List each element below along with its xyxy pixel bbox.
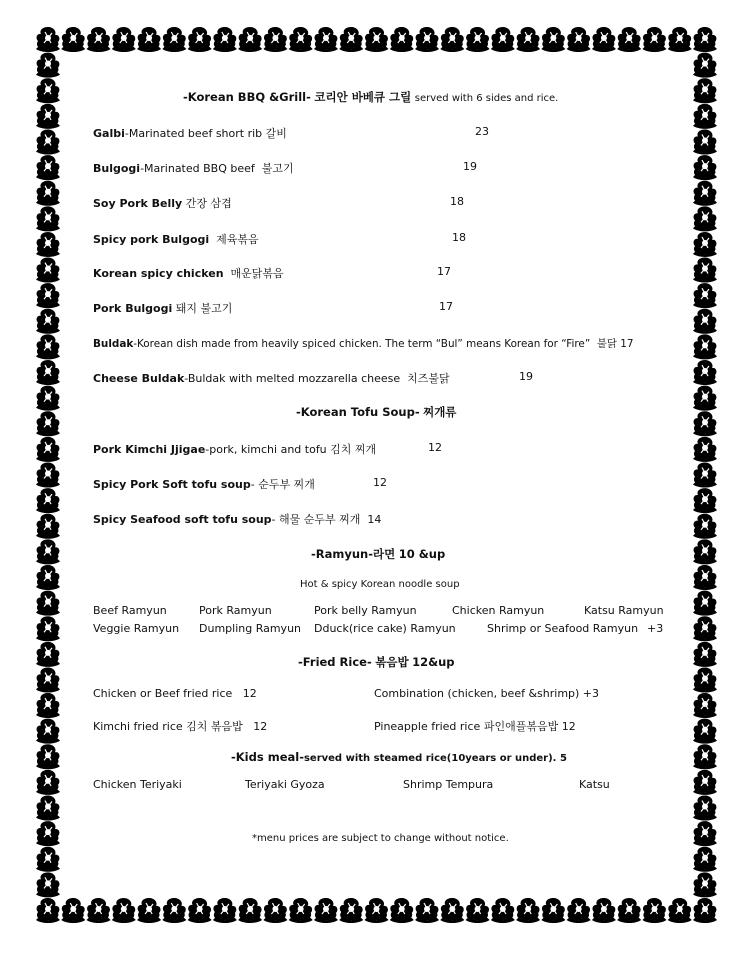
bbq-section-title bbox=[183, 89, 558, 105]
bbq-title-en: -Korean BBQ &Grill- bbox=[183, 90, 311, 104]
item-name: Soy Pork Belly bbox=[93, 197, 183, 210]
kids-section-title bbox=[231, 750, 567, 764]
item-price: 12 bbox=[253, 720, 268, 733]
item-desc: -Marinated beef short rib bbox=[124, 127, 263, 140]
fried-rice-price: 12&up bbox=[412, 655, 455, 669]
menu-item-soy-pork-belly bbox=[93, 195, 232, 211]
tofu-title-en: -Korean Tofu Soup- bbox=[296, 405, 420, 419]
ramyun-title-kr: 라면 bbox=[373, 547, 396, 561]
item-name: Bulgogi bbox=[93, 162, 141, 175]
menu-item-cheese-buldak bbox=[93, 370, 450, 386]
item-price: 18 bbox=[450, 195, 464, 208]
item-desc: - bbox=[271, 513, 276, 526]
ramyun-item: Chicken Ramyun bbox=[452, 604, 545, 617]
item-korean: 김치 찌개 bbox=[330, 443, 377, 456]
ramyun-title-en: -Ramyun- bbox=[311, 547, 374, 561]
item-desc: -pork, kimchi and tofu bbox=[205, 443, 327, 456]
item-price: 12 bbox=[373, 476, 387, 489]
item-korean: 해물 순두부 찌개 bbox=[279, 513, 361, 526]
fried-rice-item: Combination (chicken, beef &shrimp) +3 bbox=[374, 687, 600, 700]
menu-item-spicy-pork-tofu bbox=[93, 476, 315, 492]
kids-item: Shrimp Tempura bbox=[403, 778, 494, 791]
item-korean: 불닭 bbox=[596, 338, 617, 350]
item-korean: 매운닭볶음 bbox=[230, 267, 284, 280]
bbq-title-kr: 코리안 바베큐 그릴 bbox=[314, 90, 412, 104]
menu-item-spicy-pork-bulgogi bbox=[93, 231, 259, 247]
item-name: Spicy Pork Soft tofu soup bbox=[93, 478, 251, 491]
item-name: Galbi bbox=[93, 127, 125, 140]
menu-item-korean-spicy-chicken bbox=[93, 265, 284, 281]
item-name: Korean spicy chicken bbox=[93, 267, 224, 280]
menu-item-pork-kimchi-jjigae bbox=[93, 441, 376, 457]
fried-rice-title-kr: 볶음밥 bbox=[375, 655, 409, 669]
item-desc: - bbox=[250, 478, 255, 491]
ramyun-item: Pork Ramyun bbox=[199, 604, 272, 617]
item-price: 17 bbox=[437, 265, 451, 278]
item-name: Pineapple fried rice bbox=[374, 720, 481, 733]
kids-price: 5 bbox=[559, 753, 567, 764]
item-name: Chicken or Beef fried rice bbox=[93, 687, 233, 700]
menu-item-spicy-seafood-tofu bbox=[93, 511, 381, 527]
item-korean: 김치 볶음밥 bbox=[186, 720, 243, 733]
item-name: Spicy Seafood soft tofu soup bbox=[93, 513, 272, 526]
bbq-note: served with 6 sides and rice. bbox=[414, 93, 559, 104]
menu-item-pork-bulgogi bbox=[93, 300, 232, 316]
ramyun-item: Beef Ramyun bbox=[93, 604, 167, 617]
item-desc: -Buldak with melted mozzarella cheese bbox=[184, 372, 401, 385]
item-korean: 불고기 bbox=[261, 162, 294, 175]
item-price: 12 bbox=[428, 441, 442, 454]
item-korean: 파인애플볶음밥 bbox=[483, 720, 559, 733]
item-korean: 간장 삼겹 bbox=[185, 197, 232, 210]
kids-item: Katsu bbox=[579, 778, 610, 791]
menu-item-bulgogi bbox=[93, 160, 294, 176]
kids-item: Teriyaki Gyoza bbox=[245, 778, 325, 791]
item-price: 19 bbox=[463, 160, 477, 173]
ramyun-section-title bbox=[311, 546, 445, 562]
item-price: 14 bbox=[367, 513, 382, 526]
item-korean: 순두부 찌개 bbox=[258, 478, 315, 491]
fried-rice-item bbox=[93, 687, 257, 700]
fried-rice-title-en: -Fried Rice- bbox=[298, 655, 372, 669]
menu-item-buldak bbox=[93, 335, 633, 350]
ramyun-item: Pork belly Ramyun bbox=[314, 604, 417, 617]
item-name: Kimchi fried rice bbox=[93, 720, 183, 733]
item-price: 12 bbox=[561, 720, 576, 733]
ramyun-item: Katsu Ramyun bbox=[584, 604, 664, 617]
tofu-section-title bbox=[296, 404, 456, 420]
ramyun-item: Dumpling Ramyun bbox=[199, 622, 302, 635]
item-name: Spicy pork Bulgogi bbox=[93, 233, 210, 246]
item-desc: -Korean dish made from heavily spiced chicken. The term “Bul” means Korean for “Fire” bbox=[133, 338, 591, 350]
fried-rice-item bbox=[93, 718, 267, 734]
item-name: Buldak bbox=[93, 338, 134, 350]
ramyun-price: 10 &up bbox=[398, 547, 446, 561]
ramyun-item: Dduck(rice cake) Ramyun bbox=[314, 622, 456, 635]
footer-note: *menu prices are subject to change without notice. bbox=[252, 833, 509, 844]
ramyun-upcharge: +3 bbox=[647, 622, 664, 635]
item-korean: 제육볶음 bbox=[216, 233, 259, 246]
kids-note: served with steamed rice(10years or under). bbox=[303, 753, 557, 764]
fried-rice-item bbox=[374, 718, 576, 734]
kids-item: Chicken Teriyaki bbox=[93, 778, 182, 791]
ramyun-item: Shrimp or Seafood Ramyun bbox=[487, 622, 639, 635]
item-desc: -Marinated BBQ beef bbox=[140, 162, 255, 175]
item-price: 12 bbox=[242, 687, 257, 700]
item-price: 18 bbox=[452, 231, 466, 244]
item-price: 17 bbox=[620, 338, 634, 350]
tofu-title-kr: 찌개류 bbox=[423, 405, 457, 419]
item-price: 23 bbox=[475, 125, 489, 138]
ramyun-subtitle: Hot & spicy Korean noodle soup bbox=[300, 579, 460, 590]
item-price: 19 bbox=[519, 370, 533, 383]
item-korean: 치즈불닭 bbox=[407, 372, 450, 385]
item-price: 17 bbox=[439, 300, 453, 313]
item-korean: 돼지 불고기 bbox=[175, 302, 233, 315]
item-name: Pork Kimchi Jjigae bbox=[93, 443, 206, 456]
kids-title: -Kids meal- bbox=[231, 750, 304, 764]
fried-rice-section-title bbox=[298, 654, 455, 670]
item-name: Cheese Buldak bbox=[93, 372, 185, 385]
item-name: Pork Bulgogi bbox=[93, 302, 173, 315]
ramyun-item: Veggie Ramyun bbox=[93, 622, 180, 635]
item-korean: 갈비 bbox=[265, 127, 287, 140]
menu-item-galbi bbox=[93, 125, 287, 141]
